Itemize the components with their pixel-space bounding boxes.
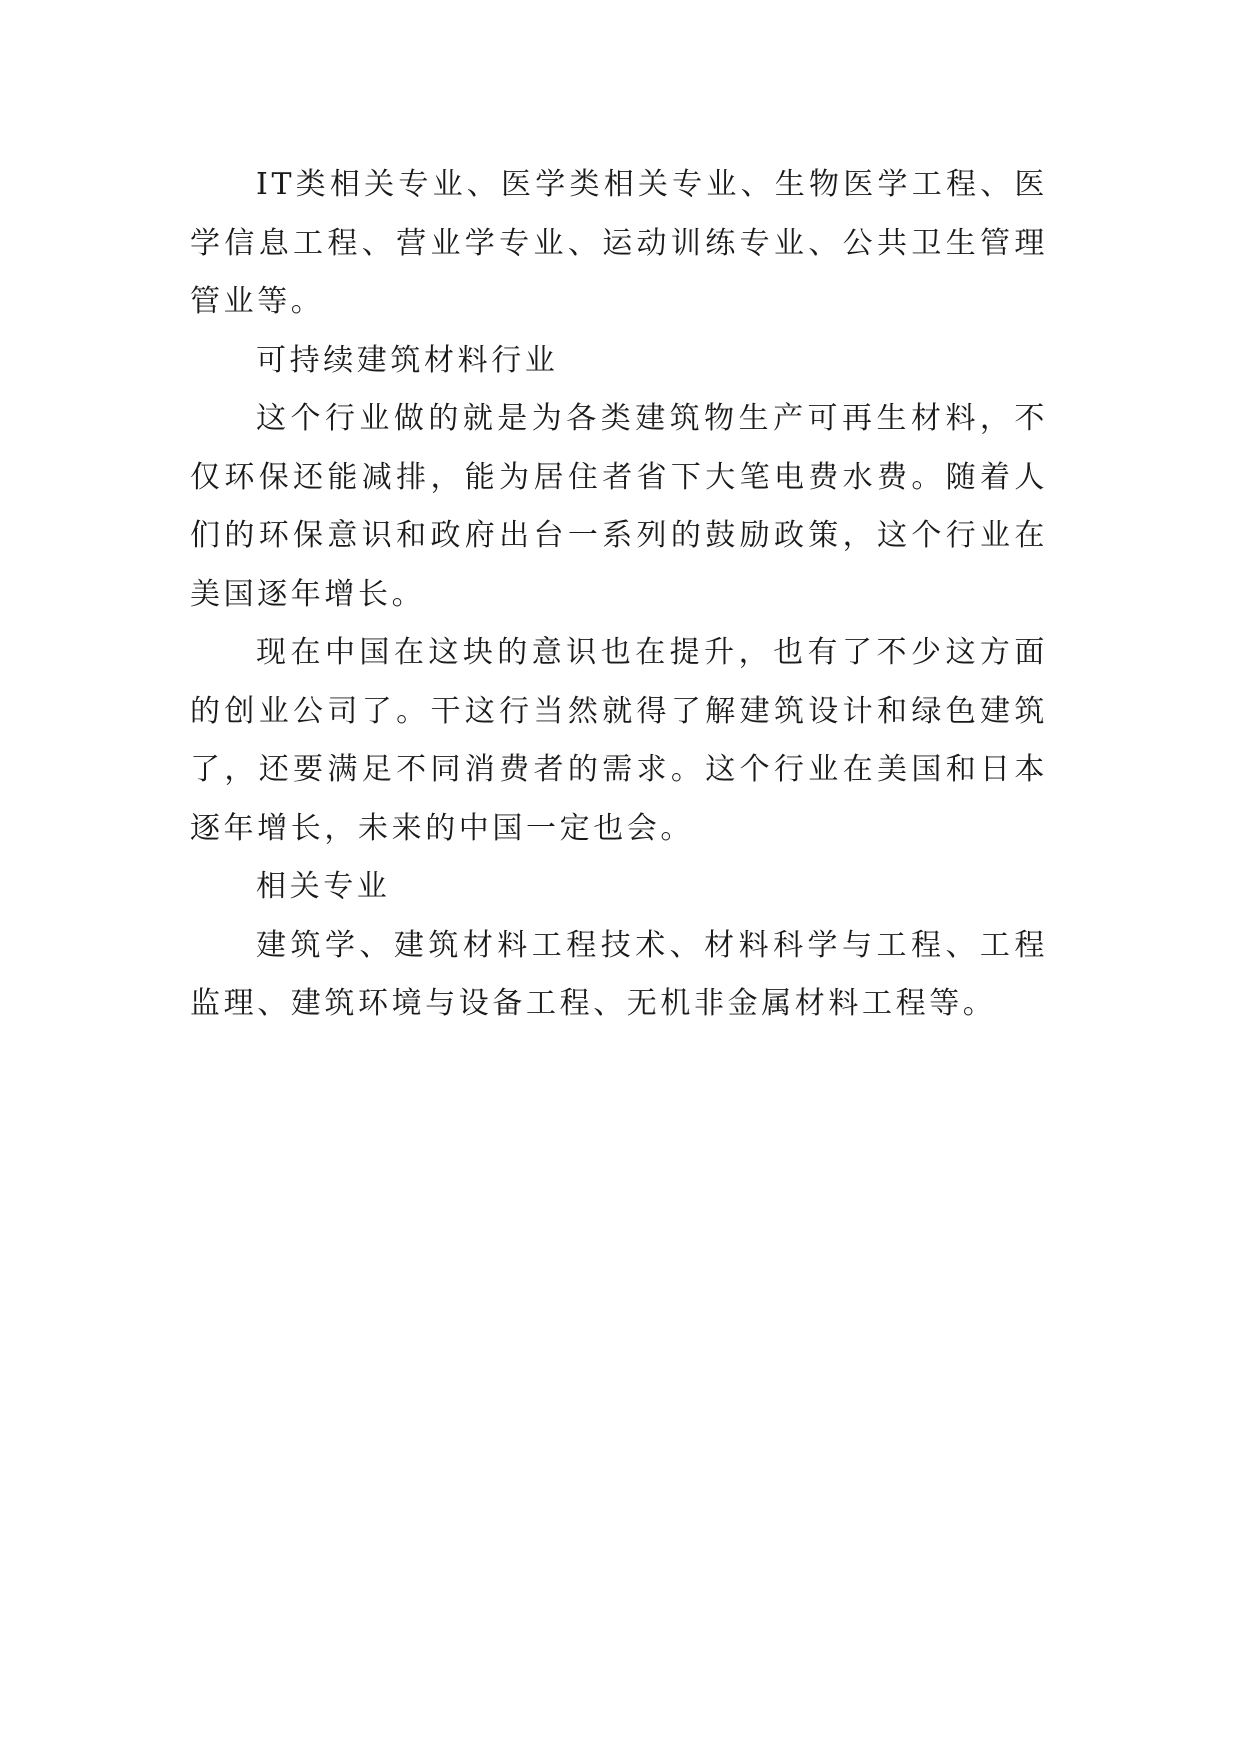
paragraph-china-outlook: 现在中国在这块的意识也在提升，也有了不少这方面的创业公司了。干这行当然就得了解建筑设计和绿色建筑了，还要满足不同消费者的需求。这个行业在美国和日本逐年增长，未来的中国一定也会。 <box>190 635 1048 846</box>
document-body <box>190 156 1048 1034</box>
paragraph-related-majors-architecture: 建筑学、建筑材料工程技术、材料科学与工程、工程监理、建筑环境与设备工程、无机非金属材料工程等。 <box>190 927 1048 1021</box>
paragraph-industry-description: 这个行业做的就是为各类建筑物生产可再生材料，不仅环保还能减排，能为居住者省下大笔电费水费。随着人们的环保意识和政府出台一系列的鼓励政策，这个行业在美国逐年增长。 <box>190 401 1048 612</box>
section-heading-sustainable-building-materials: 可持续建筑材料行业 <box>256 342 559 378</box>
section-heading-related-majors: 相关专业 <box>256 869 391 904</box>
paragraph-related-majors-it-medical: IT类相关专业、医学类相关专业、生物医学工程、医学信息工程、营业学专业、运动训练专业、公共卫生管理管业等。 <box>190 167 1048 319</box>
